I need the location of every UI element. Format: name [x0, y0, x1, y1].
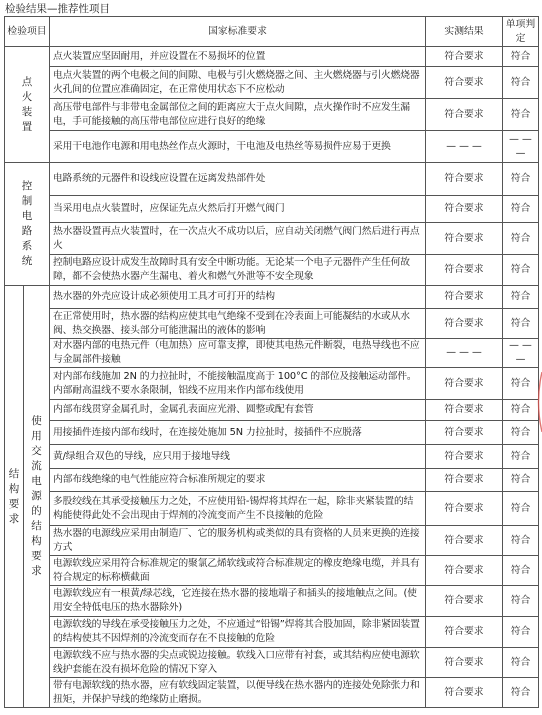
requirement-text: 控制电路应设计成发生故障时具有安全中断功能。无论某一个电子元器件产生任何故障，都不会使热水器产生漏电、着火和燃气外泄等不安全现象 — [50, 255, 426, 286]
table-row — [5, 586, 539, 617]
item-verdict: — — — — [503, 131, 539, 163]
item-verdict: 符合 — [503, 67, 539, 99]
table-row — [5, 617, 539, 648]
requirement-text: 热水器设置再点火装置时，在一次点火不成功以后，应自动关闭燃气阀门然后进行再点火 — [50, 223, 426, 255]
item-verdict: 符合 — [503, 223, 539, 255]
table-row — [5, 421, 539, 445]
item-verdict: 符合 — [503, 648, 539, 678]
header-measured: 实测结果 — [426, 17, 503, 47]
measured-result: 符合要求 — [426, 556, 503, 586]
item-verdict: 符合 — [503, 421, 539, 445]
table-row — [5, 223, 539, 255]
requirement-text: 黄/绿组合双色的导线，应只用于接地导线 — [50, 445, 426, 469]
item-verdict: 符合 — [503, 586, 539, 617]
red-stamp-fragment — [534, 372, 542, 432]
requirement-text: 热水器的外壳应设计成必须使用工具才可打开的结构 — [50, 286, 426, 309]
item-verdict: 符合 — [503, 47, 539, 67]
requirement-text: 电源软线应采用符合标准规定的聚氯乙烯软线或符合标准规定的橡皮绝缘电缆，并具有符合规定的标称横截面 — [50, 556, 426, 586]
item-verdict: — — — — [503, 339, 539, 368]
table-row — [5, 309, 539, 339]
requirement-text: 在正常使用时，热水器的结构应使其电气绝缘不受到在冷表面上可能凝结的水或从水阀、热交换器、接头部分可能泄漏出的液体的影响 — [50, 309, 426, 339]
requirement-text: 对内部布线施加 2N 的力拉扯时，不能接触温度高于 100°C 的部位及接触运动部件。内部耐高温线不要水条限制，铝线不应用来作内部布线使用 — [50, 368, 426, 400]
table-body — [5, 47, 539, 708]
header-standard: 国家标准要求 — [50, 17, 426, 47]
measured-result: 符合要求 — [426, 309, 503, 339]
measured-result: 符合要求 — [426, 163, 503, 196]
item-verdict: 符合 — [503, 492, 539, 526]
measured-result: 符合要求 — [426, 617, 503, 648]
table-row — [5, 368, 539, 400]
item-verdict: 符合 — [503, 526, 539, 556]
requirement-text: 当采用电点火装置时，应保证先点火然后打开燃气阀门 — [50, 196, 426, 223]
requirement-text: 电点火装置的两个电极之间的间隙、电极与引火燃烧器之间、主火燃烧器与引火燃烧器火孔间的位置应准确固定，在正常使用状态下不应松动 — [50, 67, 426, 99]
table-row — [5, 556, 539, 586]
item-verdict: 符合 — [503, 445, 539, 469]
item-verdict: 符合 — [503, 617, 539, 648]
measured-result: 符合要求 — [426, 67, 503, 99]
requirement-text: 热水器的电源线应采用由制造厂、它的服务机构或类似的具有资格的人员来更换的连接方式 — [50, 526, 426, 556]
item-verdict: 符合 — [503, 196, 539, 223]
table-row — [5, 648, 539, 678]
requirement-text: 用接插件连接内部布线时，在连接处施加 5N 力拉扯时，接插件不应脱落 — [50, 421, 426, 445]
requirement-text: 电路系统的元器件和设线应设置在远离发热部件处 — [50, 163, 426, 196]
table-row — [5, 400, 539, 421]
measured-result: 符合要求 — [426, 47, 503, 67]
requirement-text: 内部布线贯穿金属孔时，金属孔表面应光滑、圆整或配有套管 — [50, 400, 426, 421]
table-row — [5, 526, 539, 556]
subcategory-cell: 使用交流电源的结构要求 — [24, 286, 50, 708]
item-verdict: 符合 — [503, 368, 539, 400]
measured-result: 符合要求 — [426, 400, 503, 421]
requirement-text: 多股绞线在其承受接触压力之处，不应使用铅-锡焊将其焊在一起，除非夹紧装置的结构能使得此处不会出现由于焊剂的冷流变而产生不良接触的危险 — [50, 492, 426, 526]
table-row — [5, 47, 539, 67]
table-row — [5, 67, 539, 99]
measured-result: 符合要求 — [426, 223, 503, 255]
header-item: 检验项目 — [5, 17, 50, 47]
item-verdict: 符合 — [503, 255, 539, 286]
measured-result: — — — — [426, 131, 503, 163]
category-cell: 控制电路系统 — [5, 163, 50, 286]
table-row — [5, 163, 539, 196]
item-verdict: 符合 — [503, 286, 539, 309]
measured-result: 符合要求 — [426, 445, 503, 469]
requirement-text: 电源软线不应与热水器的尖点或锐边接触。软线入口应带有衬套，或其结构应使电源软线护套能在没有损坏危险的情况下穿入 — [50, 648, 426, 678]
category-cell: 结构要求 — [5, 286, 24, 708]
inspection-table — [4, 16, 539, 708]
item-verdict: 符合 — [503, 99, 539, 131]
item-verdict: 符合 — [503, 400, 539, 421]
requirement-text: 采用干电池作电源和用电热丝作点火源时，干电池及电热丝等易损件应易于更换 — [50, 131, 426, 163]
requirement-text: 电源软线应有一根黄/绿芯线，它连接在热水器的接地端子和插头的接地触点之间。(使用安全特低电压的热水器除外) — [50, 586, 426, 617]
measured-result: 符合要求 — [426, 526, 503, 556]
measured-result: 符合要求 — [426, 678, 503, 708]
item-verdict: 符合 — [503, 556, 539, 586]
table-row — [5, 469, 539, 492]
measured-result: 符合要求 — [426, 586, 503, 617]
table-row — [5, 196, 539, 223]
measured-result: 符合要求 — [426, 492, 503, 526]
requirement-text: 对水器内部的电热元件（电加热）应可靠支撑，即使其电热元件断裂，电热导线也不应与金属部件接触 — [50, 339, 426, 368]
measured-result: 符合要求 — [426, 196, 503, 223]
requirement-text: 内部布线绝缘的电气性能应符合标准所规定的要求 — [50, 469, 426, 492]
measured-result: 符合要求 — [426, 469, 503, 492]
category-cell: 点火装置 — [5, 47, 50, 163]
table-row — [5, 255, 539, 286]
measured-result: 符合要求 — [426, 99, 503, 131]
item-verdict: 符合 — [503, 309, 539, 339]
requirement-text: 电源软线的导线在承受接触压力之处，不应通过“铅锡”焊将其合股加固，除非紧固装置的结构使其不因焊剂的冷流变而存在不良接触的危险 — [50, 617, 426, 648]
measured-result: 符合要求 — [426, 368, 503, 400]
table-row — [5, 492, 539, 526]
measured-result: 符合要求 — [426, 648, 503, 678]
table-row — [5, 445, 539, 469]
table-row — [5, 286, 539, 309]
item-verdict: 符合 — [503, 678, 539, 708]
table-row — [5, 99, 539, 131]
table-row — [5, 131, 539, 163]
page-title: 检验结果—推荐性项目 — [5, 3, 110, 15]
item-verdict: 符合 — [503, 469, 539, 492]
measured-result: — — — — [426, 339, 503, 368]
header-verdict: 单项判定 — [503, 17, 539, 47]
table-row — [5, 339, 539, 368]
item-verdict: 符合 — [503, 163, 539, 196]
measured-result: 符合要求 — [426, 421, 503, 445]
requirement-text: 带有电源软线的热水器，应有软线固定装置，以便导线在热水器内的连接处免除张力和扭矩，并保护导线的绝缘防止磨损。 — [50, 678, 426, 708]
requirement-text: 高压带电部件与非带电金属部位之间的距离应大于点火间隙，点火操作时不应发生漏电，手可能接触的高压带电部位应进行良好的绝缘 — [50, 99, 426, 131]
measured-result: 符合要求 — [426, 286, 503, 309]
measured-result: 符合要求 — [426, 255, 503, 286]
table-row — [5, 678, 539, 708]
requirement-text: 点火装置应坚固耐用，并应设置在不易损坏的位置 — [50, 47, 426, 67]
